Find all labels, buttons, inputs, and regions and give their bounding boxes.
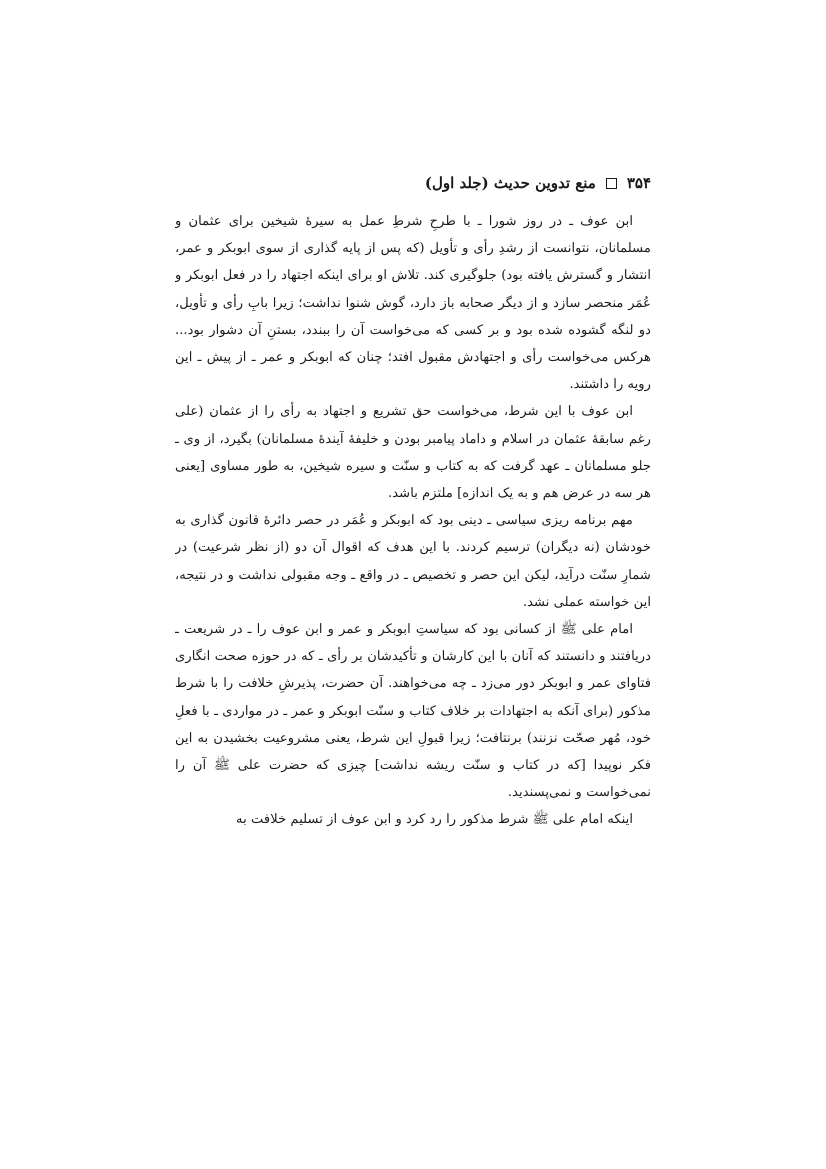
- paragraph: ابن عوف با این شرط، می‌خواست حق تشریع و اجتهاد به رأی را از عثمان (علی رغم سابقهٔ عثمان در اسلام و داماد پیامبر بودن و خلیفهٔ آیندهٔ مسلمانان) بگیرد، از وی ـ جلو مسلمانان ـ عهد گرفت که به کتاب و سنّت و سیره شیخین، به طور مساوی [یعنی هر سه در عرض هم و به یک اندازه] ملتزم باشد.: [175, 404, 651, 502]
- paragraph: مهم برنامه ریزی سیاسی ـ دینی بود که ابوبکر و عُمَر در حصر دائرهٔ قانون گذاری به خودشان (نه دیگران) ترسیم کردند. با این هدف که اقوال آن دو (از نظر شرعیت) در شمارِ سنّت درآید، لیکن این حصر و تخصیص ـ در واقع ـ وجه مقبولی نداشت و در نتیجه، این خواسته عملی نشد.: [175, 513, 651, 610]
- body-text: [175, 208, 651, 888]
- paragraph: ابن عوف ـ در روز شورا ـ با طرحِ شرطِ عمل به سیرهٔ شیخین برای عثمان و مسلمانان، نتوانست از رشدِ رأی و تأویل (که پس از پایه گذاری از سوی ابوبکر و عمر، انتشار و گسترش یافته بود) جلوگیری کند. تلاش او برای اینکه اجتهاد را در فعل ابوبکر و عُمَر منحصر سازد و از دیگر صحابه باز دارد، گوش شنوا نداشت؛ زیرا بابِ رأی و تأویل، دو لنگه گشوده شده بود و بر کسی که می‌خواست آن را ببندد، بستنِ آن دشوار بود... هرکس می‌خواست رأی و اجتهادش مقبول افتد؛ چنان که ابوبکر و عمر ـ از پیش ـ این رویه را داشتند.: [175, 214, 651, 393]
- running-title: منع تدوین حدیث (جلد اول): [424, 174, 596, 192]
- square-bullet-icon: [606, 178, 617, 189]
- paragraph: امام علی ﷺ از کسانی بود که سیاستِ ابوبکر و عمر و ابن عوف را ـ در شریعت ـ دریافتند و دانستند که آنان با این کارشان و تأکیدشان بر رأی ـ که در حوزه صحت انگاری فتاوای عمر و ابوبکر دور می‌زد ـ چه می‌خواهند. آن حضرت، پذیرشِ خلافت را با شرط مذکور (برای آنکه به اجتهادات بر خلاف کتاب و سنّت ابوبکر و عمر ـ در مواردی ـ با فعلِ خود، مُهر صحّت نزنند) برنتافت؛ زیرا قبولِ این شرط، یعنی مشروعیت بخشیدن به این فکر نوپیدا [که در کتاب و سنّت ریشه نداشت] چیزی که حضرت علی ﷺ آن را نمی‌خواست و نمی‌پسندید.: [175, 622, 651, 801]
- page-number: ۳۵۴: [626, 174, 651, 192]
- page-header: [175, 170, 651, 196]
- paragraph: اینکه امام علی ﷺ شرط مذکور را رد کرد و ابن عوف از تسلیم خلافت به: [236, 812, 633, 828]
